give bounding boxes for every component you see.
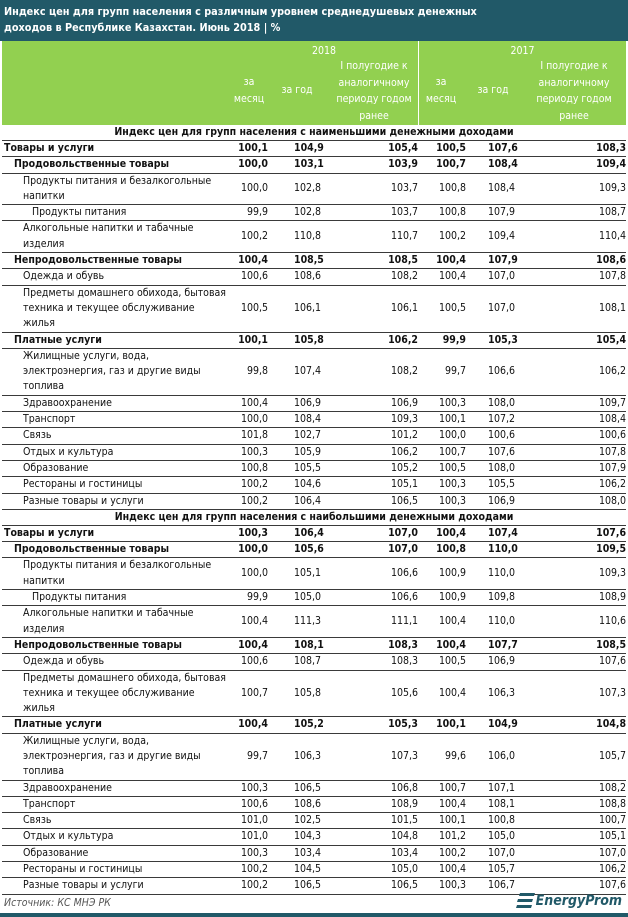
value-cell: 109,4: [528, 157, 626, 173]
value-cell: 101,0: [226, 829, 268, 845]
value-cell: 107,6: [466, 444, 528, 460]
table-row: [2, 637, 626, 653]
value-cell: 100,0: [226, 173, 268, 205]
value-cell: 100,8: [418, 205, 466, 221]
value-cell: 107,8: [528, 444, 626, 460]
table-row: [2, 780, 626, 796]
value-cell: 105,4: [528, 332, 626, 348]
value-cell: 105,6: [332, 670, 418, 717]
value-cell: 107,4: [268, 348, 332, 395]
value-cell: 109,8: [466, 590, 528, 606]
value-cell: 100,1: [226, 332, 268, 348]
value-cell: 105,0: [466, 829, 528, 845]
value-cell: 100,2: [226, 493, 268, 509]
value-cell: 106,2: [528, 477, 626, 493]
value-cell: 105,8: [268, 332, 332, 348]
logo-icon: [516, 892, 536, 910]
value-cell: 105,3: [466, 332, 528, 348]
value-cell: 100,2: [226, 477, 268, 493]
value-cell: 100,5: [418, 654, 466, 670]
row-label: Платные услуги: [2, 717, 226, 733]
value-cell: 105,6: [268, 542, 332, 558]
col-halfyear-2017: I полугодие к аналогичному периоду годом ранее: [536, 60, 612, 122]
value-cell: 108,9: [332, 796, 418, 812]
value-cell: 107,6: [466, 141, 528, 157]
row-label: Алкогольные напитки и табачные изделия: [2, 606, 226, 638]
value-cell: 100,9: [418, 558, 466, 590]
row-label: Отдых и культура: [2, 829, 226, 845]
value-cell: 108,9: [528, 590, 626, 606]
value-cell: 100,6: [226, 796, 268, 812]
value-cell: 108,0: [466, 395, 528, 411]
value-cell: 105,2: [268, 717, 332, 733]
table-row: [2, 845, 626, 861]
value-cell: 106,9: [466, 493, 528, 509]
value-cell: 99,6: [418, 733, 466, 780]
value-cell: 107,0: [466, 269, 528, 285]
value-cell: 108,6: [268, 796, 332, 812]
value-cell: 106,9: [466, 654, 528, 670]
table-row: [2, 157, 626, 173]
row-label: Транспорт: [2, 796, 226, 812]
value-cell: 100,7: [528, 813, 626, 829]
value-cell: 100,4: [418, 606, 466, 638]
value-cell: 108,2: [332, 348, 418, 395]
value-cell: 108,5: [332, 253, 418, 269]
value-cell: 100,2: [226, 862, 268, 878]
value-cell: 106,2: [528, 862, 626, 878]
row-label: Предметы домашнего обихода, бытовая техника и текущее обслуживание жилья: [2, 285, 226, 332]
value-cell: 108,2: [332, 269, 418, 285]
table-row: [2, 717, 626, 733]
section-header: [2, 125, 626, 141]
value-cell: 108,4: [466, 157, 528, 173]
logo-text: EnergyProm: [535, 893, 622, 909]
value-cell: 108,6: [268, 269, 332, 285]
value-cell: 100,1: [418, 412, 466, 428]
value-cell: 104,5: [268, 862, 332, 878]
value-cell: 109,4: [466, 221, 528, 253]
value-cell: 101,5: [332, 813, 418, 829]
value-cell: 108,4: [528, 412, 626, 428]
value-cell: 100,0: [226, 542, 268, 558]
value-cell: 108,7: [268, 654, 332, 670]
table-row: [2, 253, 626, 269]
value-cell: 108,0: [466, 460, 528, 476]
value-cell: 100,4: [418, 253, 466, 269]
table-row: [2, 558, 626, 590]
title-line-1: Индекс цен для групп населения с различным уровнем среднедушевых денежных: [4, 5, 477, 18]
value-cell: 102,8: [268, 173, 332, 205]
value-cell: 100,0: [418, 428, 466, 444]
value-cell: 107,9: [528, 460, 626, 476]
value-cell: 100,5: [418, 460, 466, 476]
value-cell: 105,9: [268, 444, 332, 460]
row-label: Одежда и обувь: [2, 654, 226, 670]
value-cell: 100,5: [226, 285, 268, 332]
row-label: Связь: [2, 428, 226, 444]
value-cell: 104,9: [268, 141, 332, 157]
table-row: [2, 606, 626, 638]
value-cell: 99,9: [226, 590, 268, 606]
value-cell: 107,2: [466, 412, 528, 428]
value-cell: 100,1: [418, 813, 466, 829]
price-index-table: [2, 125, 626, 895]
value-cell: 108,4: [268, 412, 332, 428]
col-year-2018: за год: [281, 84, 313, 96]
value-cell: 107,9: [466, 205, 528, 221]
row-label: Связь: [2, 813, 226, 829]
value-cell: 106,4: [268, 525, 332, 541]
value-cell: 106,5: [268, 878, 332, 894]
value-cell: 103,4: [268, 845, 332, 861]
bottom-bar: [0, 913, 628, 917]
row-label: Товары и услуги: [2, 525, 226, 541]
value-cell: 100,8: [466, 813, 528, 829]
value-cell: 106,5: [268, 780, 332, 796]
year-2017: 2017: [510, 45, 535, 57]
value-cell: 99,8: [226, 348, 268, 395]
value-cell: 107,6: [528, 878, 626, 894]
col-year-2017: за год: [477, 84, 509, 96]
table-row: [2, 493, 626, 509]
value-cell: 106,6: [332, 558, 418, 590]
value-cell: 100,8: [418, 173, 466, 205]
value-cell: 107,0: [466, 845, 528, 861]
section-header: [2, 509, 626, 525]
value-cell: 104,6: [268, 477, 332, 493]
row-label: Продовольственные товары: [2, 542, 226, 558]
table-row: [2, 862, 626, 878]
value-cell: 107,0: [528, 845, 626, 861]
table-row: [2, 525, 626, 541]
value-cell: 106,9: [268, 395, 332, 411]
value-cell: 108,0: [528, 493, 626, 509]
value-cell: 105,3: [332, 717, 418, 733]
row-label: Продовольственные товары: [2, 157, 226, 173]
value-cell: 103,7: [332, 173, 418, 205]
value-cell: 101,0: [226, 813, 268, 829]
value-cell: 103,7: [332, 205, 418, 221]
table-row: [2, 829, 626, 845]
row-label: Здравоохранение: [2, 395, 226, 411]
value-cell: 100,7: [418, 780, 466, 796]
table-row: [2, 205, 626, 221]
table-row: [2, 670, 626, 717]
energyprom-logo: [516, 892, 622, 910]
value-cell: 100,5: [418, 285, 466, 332]
table-row: [2, 269, 626, 285]
value-cell: 107,7: [466, 637, 528, 653]
value-cell: 104,8: [332, 829, 418, 845]
value-cell: 108,8: [528, 796, 626, 812]
row-label: Платные услуги: [2, 332, 226, 348]
value-cell: 110,4: [528, 221, 626, 253]
table-row: [2, 813, 626, 829]
row-label: Жилищные услуги, вода, электроэнергия, газ и другие виды топлива: [2, 733, 226, 780]
value-cell: 100,7: [418, 157, 466, 173]
row-label: Непродовольственные товары: [2, 637, 226, 653]
value-cell: 105,0: [268, 590, 332, 606]
row-label: Разные товары и услуги: [2, 878, 226, 894]
value-cell: 111,1: [332, 606, 418, 638]
row-label: Продукты питания: [2, 205, 226, 221]
section-title: Индекс цен для групп населения с наибольшими денежными доходами: [2, 509, 626, 525]
value-cell: 108,3: [528, 141, 626, 157]
table-row: [2, 428, 626, 444]
value-cell: 100,6: [226, 269, 268, 285]
value-cell: 107,0: [332, 542, 418, 558]
value-cell: 107,1: [466, 780, 528, 796]
value-cell: 103,4: [332, 845, 418, 861]
value-cell: 100,7: [226, 670, 268, 717]
value-cell: 107,3: [528, 670, 626, 717]
table-row: [2, 173, 626, 205]
value-cell: 109,5: [528, 542, 626, 558]
value-cell: 107,3: [332, 733, 418, 780]
value-cell: 100,3: [418, 878, 466, 894]
value-cell: 100,4: [418, 269, 466, 285]
value-cell: 109,3: [332, 412, 418, 428]
value-cell: 108,7: [528, 205, 626, 221]
value-cell: 100,4: [418, 796, 466, 812]
row-label: Продукты питания и безалкогольные напитки: [2, 558, 226, 590]
value-cell: 107,4: [466, 525, 528, 541]
source-note: Источник: КС МНЭ РК: [4, 897, 111, 909]
table-row: [2, 285, 626, 332]
value-cell: 104,9: [466, 717, 528, 733]
value-cell: 106,2: [332, 332, 418, 348]
value-cell: 100,1: [418, 717, 466, 733]
value-cell: 100,2: [226, 221, 268, 253]
section-title: Индекс цен для групп населения с наименьшими денежными доходами: [2, 125, 626, 141]
value-cell: 108,1: [268, 637, 332, 653]
value-cell: 106,3: [466, 670, 528, 717]
value-cell: 108,2: [528, 780, 626, 796]
table-row: [2, 395, 626, 411]
value-cell: 106,8: [332, 780, 418, 796]
value-cell: 100,8: [226, 460, 268, 476]
value-cell: 100,2: [226, 878, 268, 894]
row-label: Разные товары и услуги: [2, 493, 226, 509]
value-cell: 100,4: [418, 862, 466, 878]
value-cell: 106,5: [332, 493, 418, 509]
value-cell: 109,3: [528, 558, 626, 590]
value-cell: 106,5: [332, 878, 418, 894]
value-cell: 99,9: [226, 205, 268, 221]
value-cell: 100,4: [418, 637, 466, 653]
value-cell: 100,2: [418, 845, 466, 861]
value-cell: 102,7: [268, 428, 332, 444]
column-header: [2, 41, 626, 125]
value-cell: 100,4: [226, 717, 268, 733]
value-cell: 106,2: [528, 348, 626, 395]
table-row: [2, 542, 626, 558]
row-label: Предметы домашнего обихода, бытовая техника и текущее обслуживание жилья: [2, 670, 226, 717]
value-cell: 107,8: [528, 269, 626, 285]
value-cell: 100,2: [418, 221, 466, 253]
value-cell: 100,4: [418, 525, 466, 541]
value-cell: 105,1: [332, 477, 418, 493]
value-cell: 110,0: [466, 542, 528, 558]
value-cell: 100,8: [418, 542, 466, 558]
value-cell: 100,4: [226, 637, 268, 653]
value-cell: 111,3: [268, 606, 332, 638]
value-cell: 106,3: [268, 733, 332, 780]
value-cell: 109,3: [528, 173, 626, 205]
value-cell: 105,8: [268, 670, 332, 717]
value-cell: 100,6: [226, 654, 268, 670]
row-label: Транспорт: [2, 412, 226, 428]
value-cell: 100,3: [418, 395, 466, 411]
col-halfyear-2018: I полугодие к аналогичному периоду годом ранее: [336, 60, 412, 122]
value-cell: 108,3: [332, 654, 418, 670]
value-cell: 101,2: [418, 829, 466, 845]
value-cell: 100,7: [418, 444, 466, 460]
value-cell: 106,6: [332, 590, 418, 606]
value-cell: 108,5: [268, 253, 332, 269]
value-cell: 107,9: [466, 253, 528, 269]
value-cell: 108,1: [466, 796, 528, 812]
table-row: [2, 654, 626, 670]
value-cell: 100,3: [226, 845, 268, 861]
table-row: [2, 590, 626, 606]
table-row: [2, 460, 626, 476]
table-row: [2, 733, 626, 780]
value-cell: 100,4: [418, 670, 466, 717]
value-cell: 99,9: [418, 332, 466, 348]
value-cell: 106,6: [466, 348, 528, 395]
value-cell: 106,1: [268, 285, 332, 332]
value-cell: 100,4: [226, 395, 268, 411]
value-cell: 104,8: [528, 717, 626, 733]
row-label: Здравоохранение: [2, 780, 226, 796]
value-cell: 100,0: [226, 412, 268, 428]
value-cell: 101,8: [226, 428, 268, 444]
value-cell: 103,9: [332, 157, 418, 173]
value-cell: 100,3: [226, 780, 268, 796]
table-row: [2, 412, 626, 428]
value-cell: 110,7: [332, 221, 418, 253]
row-label: Товары и услуги: [2, 141, 226, 157]
value-cell: 106,1: [332, 285, 418, 332]
row-label: Продукты питания: [2, 590, 226, 606]
value-cell: 105,0: [332, 862, 418, 878]
value-cell: 100,3: [226, 444, 268, 460]
row-label: Непродовольственные товары: [2, 253, 226, 269]
value-cell: 108,6: [528, 253, 626, 269]
row-label: Отдых и культура: [2, 444, 226, 460]
value-cell: 102,5: [268, 813, 332, 829]
row-label: Одежда и обувь: [2, 269, 226, 285]
row-label: Жилищные услуги, вода, электроэнергия, газ и другие виды топлива: [2, 348, 226, 395]
row-label: Рестораны и гостиницы: [2, 477, 226, 493]
year-2018: 2018: [311, 45, 337, 57]
value-cell: 99,7: [226, 733, 268, 780]
value-cell: 106,2: [332, 444, 418, 460]
value-cell: 105,5: [268, 460, 332, 476]
value-cell: 110,6: [528, 606, 626, 638]
value-cell: 100,3: [418, 477, 466, 493]
row-label: Рестораны и гостиницы: [2, 862, 226, 878]
table-row: [2, 348, 626, 395]
value-cell: 100,1: [226, 141, 268, 157]
value-cell: 100,9: [418, 590, 466, 606]
value-cell: 105,1: [268, 558, 332, 590]
table-row: [2, 221, 626, 253]
title-line-2: доходов в Республике Казахстан. Июнь 2018 | %: [4, 21, 281, 34]
value-cell: 105,5: [466, 477, 528, 493]
value-cell: 100,6: [466, 428, 528, 444]
table-row: [2, 796, 626, 812]
value-cell: 100,3: [226, 525, 268, 541]
row-label: Образование: [2, 845, 226, 861]
value-cell: 102,8: [268, 205, 332, 221]
table-row: [2, 444, 626, 460]
value-cell: 109,7: [528, 395, 626, 411]
row-label: Продукты питания и безалкогольные напитки: [2, 173, 226, 205]
table-title: [0, 0, 628, 41]
value-cell: 100,4: [226, 606, 268, 638]
value-cell: 100,4: [226, 253, 268, 269]
value-cell: 106,0: [466, 733, 528, 780]
value-cell: 100,6: [528, 428, 626, 444]
value-cell: 105,4: [332, 141, 418, 157]
table-row: [2, 141, 626, 157]
value-cell: 105,1: [528, 829, 626, 845]
value-cell: 108,4: [466, 173, 528, 205]
row-label: Алкогольные напитки и табачные изделия: [2, 221, 226, 253]
value-cell: 106,4: [268, 493, 332, 509]
value-cell: 107,0: [466, 285, 528, 332]
row-label: Образование: [2, 460, 226, 476]
col-month-2017: за месяц: [425, 76, 457, 105]
value-cell: 107,6: [528, 654, 626, 670]
value-cell: 105,7: [466, 862, 528, 878]
value-cell: 107,0: [332, 525, 418, 541]
value-cell: 110,8: [268, 221, 332, 253]
value-cell: 107,6: [528, 525, 626, 541]
value-cell: 101,2: [332, 428, 418, 444]
value-cell: 108,3: [332, 637, 418, 653]
col-month-2018: за месяц: [233, 76, 265, 105]
value-cell: 110,0: [466, 558, 528, 590]
value-cell: 100,3: [418, 493, 466, 509]
value-cell: 103,1: [268, 157, 332, 173]
value-cell: 105,7: [528, 733, 626, 780]
value-cell: 106,7: [466, 878, 528, 894]
value-cell: 108,5: [528, 637, 626, 653]
value-cell: 110,0: [466, 606, 528, 638]
value-cell: 104,3: [268, 829, 332, 845]
value-cell: 100,0: [226, 157, 268, 173]
value-cell: 100,5: [418, 141, 466, 157]
value-cell: 108,1: [528, 285, 626, 332]
table-row: [2, 477, 626, 493]
table-row: [2, 332, 626, 348]
value-cell: 105,2: [332, 460, 418, 476]
value-cell: 99,7: [418, 348, 466, 395]
value-cell: 106,9: [332, 395, 418, 411]
value-cell: 100,0: [226, 558, 268, 590]
